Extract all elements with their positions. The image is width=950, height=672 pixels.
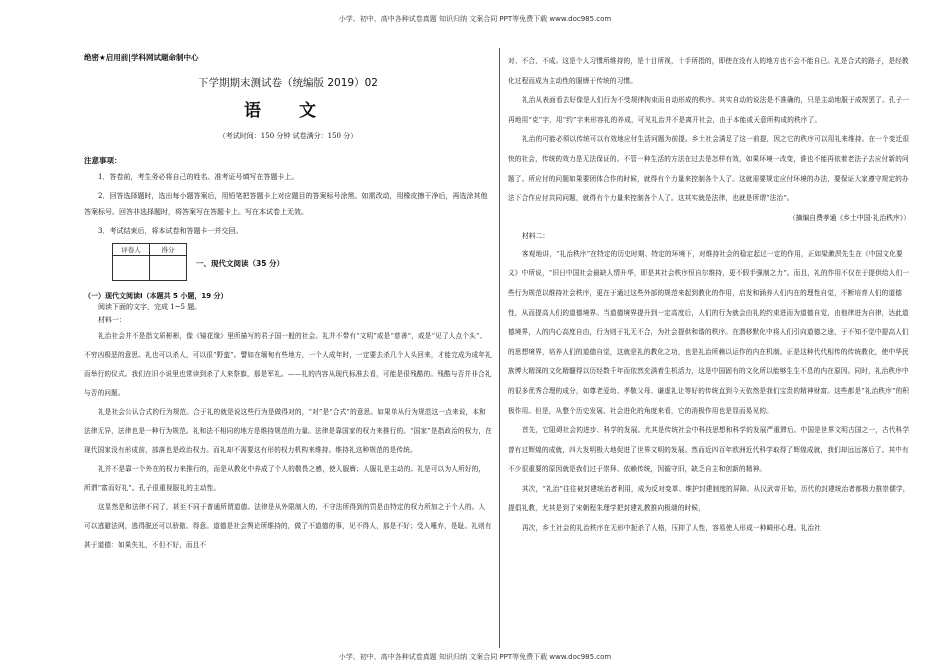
notes-list	[84, 169, 492, 239]
source-note: （摘编自费孝通《乡土中国·礼治秩序》）	[788, 213, 910, 222]
header-banner: 小学、初中、高中各种试卷真题 知识归纳 文案合同 PPT等免费下载 www.doc985.com	[338, 15, 612, 23]
footer-banner: 小学、初中、高中各种试卷真题 知识归纳 文案合同 PPT等免费下载 www.doc985.com	[338, 653, 612, 661]
right-column	[508, 52, 910, 539]
paragraph: 礼治社会并不是指文质彬彬，像《镜花缘》里所描写的君子国一般的社会。礼并不带有“文明”或是“慈善”，或是“见了人点个头”、不穷凶极恶的意思。礼也可以杀人，可以很“野蛮”。譬如在缅甸有些地方，一个人成年时，一定要去杀几个人头回来，才能完成为成年礼而举行的仪式。我们在旧小说里也常读到杀了人来祭旗，那是军礼。——礼的内容从现代标准去看，可能是很残酷的。残酷与否并非合礼与否的问题。	[84, 332, 492, 397]
column-divider	[499, 48, 500, 648]
confidential-tag: 绝密★启用前|学科网试题命制中心	[84, 53, 199, 62]
sub-section-title: （一）现代文阅读Ⅰ（本题共 5 小题，19 分）	[84, 292, 228, 300]
material1-label: 材料一：	[98, 316, 126, 324]
left-column	[84, 52, 492, 555]
score-cell-grader	[113, 256, 150, 281]
subject-title: 语 文	[244, 101, 332, 121]
score-area	[84, 243, 492, 283]
note-item: 2．回答选择题时，选出每小题答案后，用铅笔把答题卡上对应题目的答案标号涂黑。如需改动，用橡皮擦干净后，再选涂其他答案标号。回答非选择题时，将答案写在答题卡上。写在本试卷上无效。	[84, 192, 488, 216]
exam-info: （考试时间：150 分钟 试卷满分：150 分）	[218, 132, 358, 140]
exam-title: 下学期期末测试卷（统编版 2019）02	[198, 77, 378, 89]
score-table	[112, 243, 187, 281]
paragraph: 礼治从表面看去好像是人们行为不受规律拘束而自动形成的秩序。其实自动的说法是不准确的，只是主动地服于成规罢了。孔子一再地用“克”字，用“约”字来形容礼的养成，可见礼治并不是离开社会，由于本能或天意所构成的秩序了。	[508, 96, 910, 124]
paragraph: 礼是社会公认合式的行为规范。合于礼的就是说这些行为是做得对的，“对”是“合式”的意思。如果单从行为规范这一点来说，本和法律无异，法律也是一种行为规范。礼和法不相同的地方是维持规范的力量。法律是靠国家的权力来推行的。“国家”是指政治的权力，在现代国家没有形成前，部落也是政治权力。而礼却不需要这有形的权力机构来维持。维持礼这种规范的是传统。	[84, 408, 492, 454]
paragraph: 礼并不是靠一个外在的权力来推行的，而是从教化中养成了个人的敬畏之感，使人服膺；人服礼是主动的。礼是可以为人所好的，所谓“富而好礼”。孔子很重视服礼的主动性。	[84, 465, 486, 492]
score-cell-score	[150, 256, 187, 281]
note-item: 3．考试结束后，将本试卷和答题卡一并交回。	[98, 227, 243, 235]
score-table-score: 得分	[150, 244, 187, 256]
paragraph: 其次，“礼治”往往被封建统治者利用，成为反对变革、维护封建制度的屏障。从汉武帝开始，历代的封建统治者都极力推崇儒学，提倡礼教，尤其是到了宋朝程朱理学把封建礼教推向极端的时候，	[508, 484, 910, 513]
notes-heading: 注意事项：	[84, 156, 122, 165]
paragraph: 礼治的可能必须以传统可以有效地应付生活问题为前提。乡土社会满足了这一前提，因之它的秩序可以用礼来维持。在一个变迁很快的社会，传统的效力是无法保证的。不管一种生活的方法在过去是怎样有效，如果环境一改变，谁也不能再依着老法子去应付新的问题了。所应付的问题如果要团体合作的时候，就得有个力量来控制各个人了。这就需要规定应付环境的办法，要保证大家遵守规定的办法下合作应付共同问题，就得有个力量来控制各个人了。这其实就是法律，也就是所谓“法治”。	[508, 135, 910, 203]
note-item: 1．答卷前，考生务必将自己的姓名、准考证号填写在答题卡上。	[98, 173, 299, 181]
section-title: 一、现代文阅读（35 分）	[196, 259, 285, 268]
paragraph: 对、不合、不成。这是个人习惯所维持的，是十目所视，十手所指的，即使在没有人的地方也不会不能自已。礼是合式的路子，是经教化过程而成为主动性的服膺于传统的习惯。	[508, 57, 909, 85]
instruction: 阅读下面的文字，完成 1~5 题。	[98, 303, 202, 311]
paragraph: 这显然是和法律不同了，甚至不同于普通所谓道德。法律是从外限制人的，不守法所得到的罚是由特定的权力所加之于个人的。人可以逃避法网，逃得脱还可以骄傲、得意。道德是社会舆论所维持的，做了不道德的事，见不得人，那是不好；受人唾弃，是耻。礼则有甚于道德：如果失礼，不但不好，而且不	[84, 503, 492, 549]
score-table-grader: 评卷人	[113, 244, 150, 256]
material2-label: 材料二：	[522, 231, 550, 240]
paragraph: 首先，它阻碍社会的进步、科学的发展。尤其是传统社会中科技思想和科学的发展严重滞后。中国是世界文明古国之一，古代科学曾有过辉煌的成就，四大发明极大地促进了世界文明的发展。然而近四百年欧洲近代科学取得了辉煌成就，我们却远远落后了。其中有不少很重要的原因就是我们过于崇拜、依赖传统，因循守旧，缺乏自主和创新的精神。	[508, 426, 910, 474]
paragraph: 客观地讲，“礼治秩序”在特定的历史时期、特定的环境下，对维持社会的稳定起过一定的作用，正如梁漱溟先生在《中国文化要义》中所说，“旧日中国社会最缺人情升华，即是其社会秩序恒自尔维持，更不假手强制之力”。而且，礼的作用不仅在于提供给人们一些行为规范以维持社会秩序，更在于通过这些外部的规范来起到教化的作用，启发和涵养人们内在的理性自觉，不断培育人们的道德性，从而提高人们的道德境界。当道德境界提升到一定高度后，人们的行为就会由礼的约束进而为道德自觉，由他律进为自律，达此道德境界，人的内心高度自由，行为则于礼无不合，为社会提供和谐的秩序。在潜移默化中将人们引向道德之途，于不知不觉中提高人们的思想境界，培养人们的道德自觉，这就是礼的教化之功，也是礼治所赖以运作的内在机制。正是这种代代相传的传统教化，使中华民族博大精深的文化精髓得以历经数千年而依然充满着生机活力，这是中国固有的文化所以能够生生不息的内在原因。同时，礼治秩序中的很多优秀合理的成分，如尊老爱幼、孝敬父母、谦虚礼让等好的传统直到今天依然是我们宝贵的精神财富。这些都是“礼治秩序”的积极作用。但是，从整个历史发展、社会进化的角度来看，它的消极作用也是显而易见的。	[508, 249, 910, 415]
paragraph: 再次，乡土社会的礼治秩序在无形中扼杀了人格，压抑了人性，容易使人形成一种畸形心理。礼治社	[522, 524, 821, 533]
